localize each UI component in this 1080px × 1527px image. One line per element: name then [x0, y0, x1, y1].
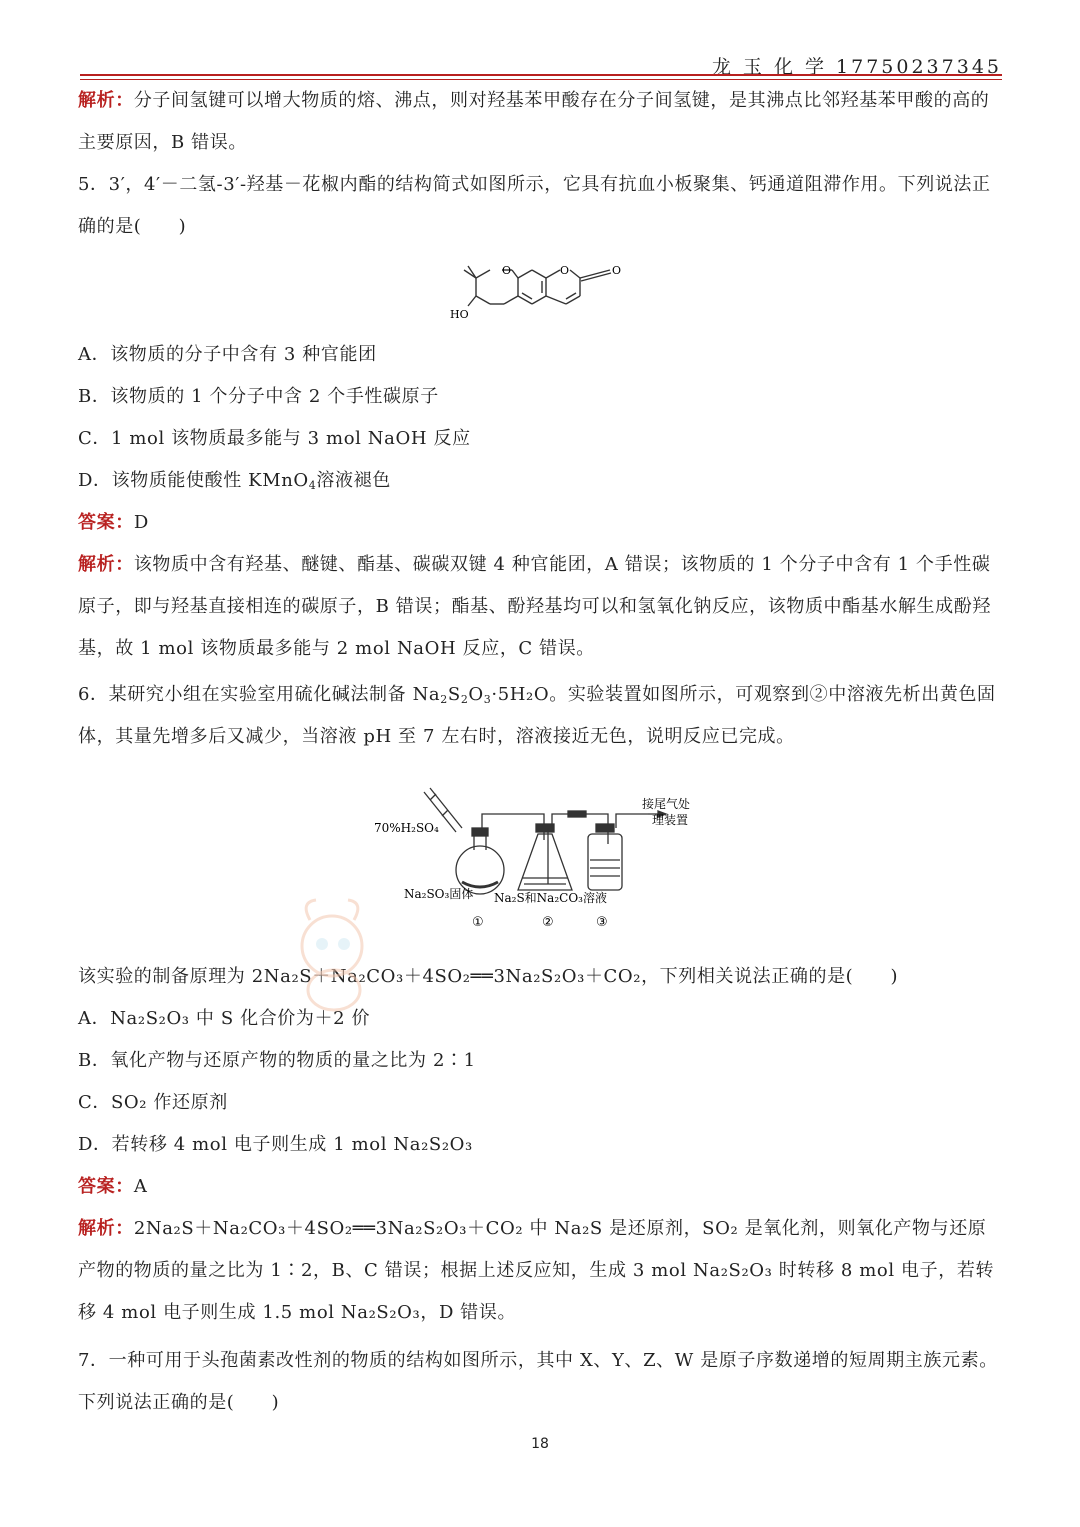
carbonyl-oxygen: O	[612, 264, 622, 277]
header-rule	[80, 74, 1002, 76]
option-6d: D．若转移 4 mol 电子则生成 1 mol Na₂S₂O₃	[78, 1134, 473, 1155]
option-b: B．该物质的 1 个分子中含 2 个手性碳原子	[78, 386, 439, 407]
analysis-5: 解析：该物质中含有羟基、醚键、酯基、碳碳双键 4 种官能团，A 错误；该物质的 1 个分子中含有 1 个手性碳原子，即与羟基直接相连的碳原子，B 错误；酯基、酚羟基均可以和氢氧化钠反应，该物质中酯基水解生成酚羟基，故 1 mol 该物质最多能与 2 mol NaOH 反应，C 错误。	[78, 554, 991, 659]
question-6-principle: 该实验的制备原理为 2Na₂S＋Na₂CO₃＋4SO₂══3Na₂S₂O₃＋CO₂，下列相关说法正确的是( )	[78, 966, 899, 987]
question-7	[78, 1340, 1002, 1424]
answer-5: 答案：D	[78, 512, 149, 533]
question-7-stem: 7．一种可用于头孢菌素改性剂的物质的结构如图所示，其中 X、Y、Z、W 是原子序数递增的短周期主族元素。下列说法正确的是( )	[78, 1350, 998, 1413]
tail-gas-label-2: 理装置	[652, 813, 689, 827]
question-6-stem: 6．某研究小组在实验室用硫化碱法制备 $Na_2S_2O_3\cdot 5H_2O$。实验装置如图所示，可观察到②中溶液先析出黄色固体，其量先增多后又减少，当溶液 pH 至 7 左右时，溶液接近无色，说明反应已完成。	[78, 684, 996, 747]
solution-label: Na₂S和Na₂CO₃溶液	[494, 891, 607, 905]
ring-oxygen-2: O	[560, 264, 570, 277]
ring-oxygen-1: O	[502, 264, 512, 277]
header-text: 龙 玉 化 学 17750237345	[711, 56, 1002, 78]
option-d: D．该物质能使酸性 KMnO$_4$溶液褪色	[78, 470, 391, 492]
acid-label: 70%H₂SO₄	[374, 821, 439, 835]
option-c: C．1 mol 该物质最多能与 3 mol NaOH 反应	[78, 428, 471, 449]
solid-label: Na₂SO₃固体	[404, 887, 474, 901]
question-6	[78, 674, 1002, 758]
option-6b: B．氧化产物与还原产物的物质的量之比为 2∶1	[78, 1050, 476, 1071]
answer-6: 答案：A	[78, 1176, 148, 1197]
tail-gas-label-1: 接尾气处	[642, 797, 691, 811]
option-6c: C．SO₂ 作还原剂	[78, 1092, 228, 1113]
question-6-cont	[78, 956, 1002, 1334]
analysis-6: 解析：2Na₂S＋Na₂CO₃＋4SO₂══3Na₂S₂O₃＋CO₂ 中 Na₂S 是还原剂，SO₂ 是氧化剂，则氧化产物与还原产物的物质的量之比为 1∶2，B、C 错误；根据上述反应知，生成 3 mol Na₂S₂O₃ 时转移 8 mol 电子，若转移 4 mol 电子则生成 1.5 mol Na₂S₂O₃，D 错误。	[78, 1218, 995, 1323]
question-5	[78, 164, 1002, 248]
molecule-structure	[440, 252, 640, 330]
question-5-stem: 5．3′，4′－二氢-3′-羟基－花椒内酯的结构简式如图所示，它具有抗血小板聚集、钙通道阻滞作用。下列说法正确的是( )	[78, 174, 991, 237]
analysis-q4	[78, 80, 1002, 164]
option-6a: A．Na₂S₂O₃ 中 S 化合价为＋2 价	[78, 1008, 371, 1029]
analysis-text: 分子间氢键可以增大物质的熔、沸点，则对羟基苯甲酸存在分子间氢键，是其沸点比邻羟基苯甲酸的高的主要原因，B 错误。	[78, 90, 990, 153]
hydroxyl-label: HO	[450, 308, 469, 321]
analysis-label: 解析：	[78, 90, 134, 111]
flask-2-number: ②	[542, 915, 554, 930]
option-a: A．该物质的分子中含有 3 种官能团	[78, 344, 377, 365]
question-5-options	[78, 334, 1002, 670]
flask-1-number: ①	[472, 915, 484, 930]
flask-3-number: ③	[596, 915, 608, 930]
apparatus-diagram	[372, 784, 732, 934]
page-number: 18	[531, 1436, 549, 1452]
